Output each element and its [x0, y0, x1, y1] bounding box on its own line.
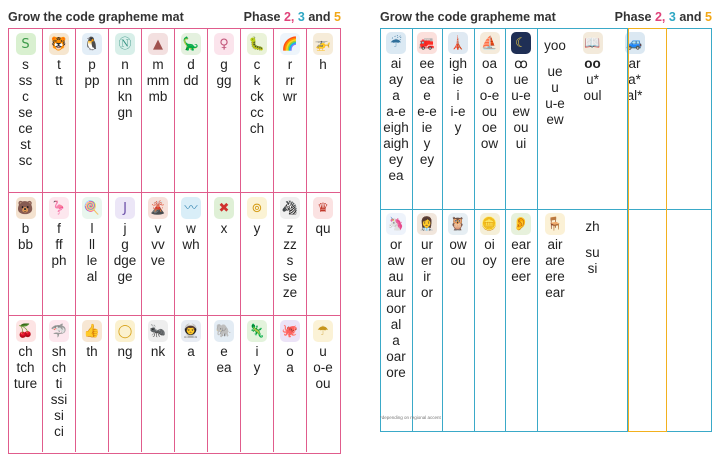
blank-icon — [545, 32, 565, 36]
grapheme-cell — [207, 193, 240, 315]
grapheme: n — [121, 57, 129, 72]
grapheme: i — [255, 344, 259, 359]
grapheme: oi — [484, 237, 495, 252]
grapheme: b — [21, 221, 30, 236]
grapheme: al — [390, 317, 402, 332]
grapheme: eigh — [383, 120, 409, 135]
grapheme: ge — [117, 269, 133, 284]
grapheme: t — [57, 57, 61, 72]
grapheme: u — [319, 344, 327, 359]
grapheme-cell — [174, 29, 207, 192]
column-divider — [505, 28, 506, 432]
grapheme: er — [420, 253, 433, 268]
grapheme-cell — [207, 316, 240, 452]
grapheme: g — [220, 57, 228, 72]
grapheme: ee — [419, 56, 435, 71]
octopus-icon: 🐙 — [280, 320, 300, 342]
fire-engine-icon: 🚒 — [417, 32, 437, 54]
grapheme-cell — [306, 193, 339, 315]
grapheme-cell — [75, 29, 108, 192]
grapheme: u — [551, 80, 559, 95]
grapheme-cell — [474, 28, 505, 209]
unicorn-icon: 🦄 — [386, 213, 406, 235]
grapheme: oor — [386, 301, 406, 316]
grapheme: ey — [388, 152, 404, 167]
grapheme: ey — [419, 152, 435, 167]
grapheme: ꝏ — [514, 56, 528, 71]
grapheme: ui — [515, 136, 527, 151]
grapheme: gn — [117, 105, 133, 120]
grapheme: c — [253, 57, 261, 72]
grapheme: ea — [419, 72, 435, 87]
grapheme: ew — [512, 104, 530, 119]
grapheme-cell — [42, 29, 75, 192]
left-grapheme-mat — [8, 6, 341, 454]
grapheme: ea — [388, 168, 404, 183]
grapheme: oar — [386, 349, 406, 364]
elephant-icon: 🐘 — [214, 320, 234, 342]
grapheme: l — [90, 221, 94, 236]
grapheme: ff — [55, 237, 63, 252]
boat-icon: ⛵ — [480, 32, 500, 54]
girl-icon: ♀ — [214, 33, 234, 55]
grapheme: s — [286, 253, 294, 268]
grapheme-cell — [207, 29, 240, 192]
grapheme: ture — [13, 376, 38, 391]
row-divider — [380, 209, 712, 210]
grapheme: air — [547, 237, 563, 252]
grapheme: ou — [513, 120, 529, 135]
grapheme: are — [545, 253, 565, 268]
right-mat-grid — [380, 28, 712, 432]
grapheme: r — [287, 57, 293, 72]
grapheme: y — [253, 221, 261, 236]
grapheme: se — [282, 269, 298, 284]
grapheme: a — [392, 88, 400, 103]
grapheme-cell — [505, 28, 537, 209]
grapheme: e — [423, 88, 431, 103]
left-mat-phase-label: Phase 2, 3 and 5 — [243, 10, 341, 24]
grapheme-cell — [573, 28, 612, 209]
grapheme: ea — [216, 360, 232, 375]
grapheme: kn — [117, 89, 133, 104]
grapheme-cell — [42, 316, 75, 452]
grapheme-cell — [108, 29, 141, 192]
grapheme: ere — [545, 269, 565, 284]
grapheme: u-e — [511, 88, 531, 103]
grapheme: z — [286, 221, 294, 236]
grapheme: ar — [628, 56, 641, 71]
left-mat-header — [8, 6, 341, 28]
grapheme: ur — [420, 237, 433, 252]
grapheme: o — [485, 72, 494, 87]
grapheme-cell — [306, 316, 339, 452]
grapheme: ss — [18, 73, 33, 88]
grapheme: ore — [386, 365, 406, 380]
grapheme: si — [54, 408, 64, 423]
zebra-icon: 🦓 — [280, 197, 300, 219]
grapheme: ch — [51, 360, 67, 375]
grapheme-cell — [75, 316, 108, 452]
grapheme: c — [22, 89, 29, 104]
grapheme: yoo — [544, 38, 566, 53]
grapheme: or — [420, 285, 433, 300]
grapheme: gg — [216, 73, 232, 88]
grapheme: aigh — [383, 136, 409, 151]
grapheme: o-e — [479, 88, 500, 103]
grapheme-cell — [306, 29, 339, 192]
snake-icon: S — [16, 33, 36, 55]
blank-icon — [583, 213, 603, 217]
right-mat-bottom-row — [380, 209, 712, 432]
grapheme: oe — [481, 120, 498, 135]
grapheme: ll — [89, 237, 95, 252]
grapheme-cell — [9, 29, 42, 192]
jellyfish-icon: J — [115, 197, 135, 219]
grapheme-cell — [573, 209, 612, 432]
grapheme: ie — [421, 120, 433, 135]
grapheme-cell — [612, 209, 657, 432]
grapheme: o — [286, 344, 294, 359]
grapheme: ze — [282, 285, 298, 300]
regional-accent-footnote: *depending on regional accent — [380, 415, 441, 420]
grapheme-cell — [141, 316, 174, 452]
grapheme-cell — [380, 209, 412, 432]
grapheme: mb — [148, 89, 168, 104]
grapheme-cell — [75, 193, 108, 315]
grapheme: tt — [55, 73, 63, 88]
grapheme: h — [319, 57, 327, 72]
cherries-icon: 🍒 — [16, 320, 36, 342]
grapheme: i-e — [450, 104, 466, 119]
grapheme: bb — [17, 237, 34, 252]
x-box-icon: ✖ — [214, 197, 234, 219]
grapheme: ph — [51, 253, 67, 268]
penguin-icon: 🐧 — [82, 33, 102, 55]
grapheme: ue — [513, 72, 529, 87]
grapheme: ay — [388, 72, 404, 87]
grapheme: aw — [387, 253, 405, 268]
grapheme: m — [152, 57, 164, 72]
grapheme: eer — [511, 269, 531, 284]
grapheme: oa — [481, 56, 498, 71]
grapheme-cell — [474, 209, 505, 432]
ear-icon: 👂 — [511, 213, 531, 235]
yoyo-icon: ⊚ — [247, 197, 267, 219]
column-divider — [537, 28, 538, 432]
thumbs-up-icon: 👍 — [82, 320, 102, 342]
ring-icon: ◯ — [115, 320, 135, 342]
left-mat-grid — [8, 28, 341, 454]
grapheme: y — [454, 120, 462, 135]
shark-icon: 🦈 — [49, 320, 69, 342]
astronaut-icon: 👨‍🚀 — [181, 320, 201, 342]
grapheme-cell — [273, 193, 306, 315]
grapheme: vv — [151, 237, 165, 252]
grapheme-cell — [412, 28, 442, 209]
right-grapheme-mat — [380, 6, 712, 416]
owl-icon: 🦉 — [448, 213, 468, 235]
grapheme: sc — [18, 153, 33, 168]
column-divider — [442, 28, 443, 432]
grapheme: ir — [423, 269, 431, 284]
column-divider — [474, 28, 475, 432]
grapheme: rr — [285, 73, 295, 88]
grapheme: ear — [511, 237, 531, 252]
grapheme: th — [86, 344, 98, 359]
grapheme: nn — [117, 73, 133, 88]
grapheme-cell — [380, 28, 412, 209]
grapheme: cc — [250, 105, 264, 120]
grapheme-row — [9, 29, 340, 192]
grapheme-cell — [141, 193, 174, 315]
helicopter-icon: 🚁 — [313, 33, 333, 55]
coins-icon: 🪙 — [480, 213, 500, 235]
grapheme: zh — [585, 219, 600, 234]
grapheme: s — [22, 57, 29, 72]
grapheme-row — [9, 192, 340, 315]
grapheme: ere — [511, 253, 531, 268]
grapheme: al — [86, 269, 98, 284]
grapheme: ear — [545, 285, 565, 300]
grapheme-cell — [9, 193, 42, 315]
grapheme-cell — [273, 316, 306, 452]
grapheme-cell — [42, 193, 75, 315]
chair-icon: 🪑 — [545, 213, 565, 235]
grapheme: al* — [626, 88, 643, 103]
grapheme: ow — [480, 136, 499, 151]
grapheme-cell — [412, 209, 442, 432]
right-mat-title: Grow the code grapheme mat — [380, 10, 556, 24]
grapheme: st — [20, 137, 31, 152]
grapheme: ue — [547, 64, 563, 79]
grapheme-cell — [108, 193, 141, 315]
right-mat-header — [380, 6, 712, 28]
grapheme-cell — [141, 29, 174, 192]
grapheme: a-e — [386, 104, 406, 119]
lollipop-icon: 🍭 — [82, 197, 102, 219]
grapheme: k — [253, 73, 261, 88]
grapheme: a — [286, 360, 294, 375]
grapheme: ou — [481, 104, 498, 119]
grapheme: ie — [452, 72, 464, 87]
grapheme: oy — [482, 253, 497, 268]
grapheme-cell — [505, 209, 537, 432]
grapheme-cell — [240, 29, 273, 192]
grapheme: mm — [146, 73, 170, 88]
left-mat-title: Grow the code grapheme mat — [8, 10, 184, 24]
grapheme-cell — [537, 28, 573, 209]
grapheme: e — [220, 344, 228, 359]
rain-icon: ☔ — [386, 32, 406, 54]
queen-icon: ♛ — [313, 197, 333, 219]
grapheme: oul — [583, 88, 602, 103]
grapheme: ssi — [50, 392, 68, 407]
mountain-icon: ▲ — [148, 33, 168, 55]
right-mat-phase-label: Phase 2, 3 and 5 — [614, 10, 712, 24]
grapheme: aur — [386, 285, 406, 300]
grapheme-cell — [537, 209, 573, 432]
lighthouse-icon: 🗼 — [448, 32, 468, 54]
grapheme-row — [9, 315, 340, 452]
waves-icon: 〰 — [181, 197, 201, 219]
dinosaur-icon: 🦕 — [181, 33, 201, 55]
rainbow-icon: 🌈 — [280, 33, 300, 55]
flamingo-icon: 🦩 — [49, 197, 69, 219]
grapheme: oo — [584, 56, 601, 71]
grapheme: ch — [18, 344, 33, 359]
ant-icon: 🐜 — [148, 320, 168, 342]
grapheme: p — [88, 57, 96, 72]
grapheme: u-e — [545, 96, 565, 111]
grapheme: v — [154, 221, 162, 236]
grapheme: a — [392, 333, 400, 348]
grapheme: u* — [586, 72, 599, 87]
grapheme: x — [220, 221, 228, 236]
grapheme: y — [253, 360, 261, 375]
grapheme: o-e — [313, 360, 333, 375]
grapheme: nk — [150, 344, 166, 359]
bear-icon: 🐻 — [16, 197, 36, 219]
net-icon: Ⓝ — [115, 33, 135, 55]
grapheme: ou — [315, 376, 331, 391]
caterpillar-icon: 🐛 — [247, 33, 267, 55]
iguana-icon: 🦎 — [247, 320, 267, 342]
right-mat-top-row — [380, 28, 712, 209]
grapheme: au — [388, 269, 404, 284]
grapheme-cell — [9, 316, 42, 452]
grapheme: wh — [182, 237, 200, 252]
grapheme: igh — [448, 56, 467, 71]
grapheme: a — [187, 344, 195, 359]
book-icon: 📖 — [583, 32, 603, 54]
grapheme: y — [423, 136, 431, 151]
grapheme: ng — [117, 344, 133, 359]
night-sky-icon: ☾ — [511, 32, 531, 54]
column-divider — [412, 28, 413, 432]
grapheme-cell — [108, 316, 141, 452]
grapheme-cell — [273, 29, 306, 192]
grapheme: ch — [249, 121, 265, 136]
grapheme: d — [187, 57, 195, 72]
grapheme: ou — [450, 253, 466, 268]
grapheme: le — [86, 253, 98, 268]
grapheme: ew — [546, 112, 564, 127]
grapheme: i — [456, 88, 460, 103]
grapheme: wr — [282, 89, 298, 104]
grapheme: tch — [16, 360, 35, 375]
grapheme: ti — [55, 376, 63, 391]
grapheme: dd — [183, 73, 199, 88]
grapheme: dge — [113, 253, 137, 268]
grapheme: su — [585, 245, 600, 260]
grapheme: ai — [390, 56, 402, 71]
grapheme: a* — [628, 72, 641, 87]
grapheme-cell — [442, 209, 474, 432]
grapheme-cell — [240, 193, 273, 315]
grapheme: or — [389, 237, 402, 252]
nurse-icon: 👩‍⚕️ — [417, 213, 437, 235]
grapheme: se — [18, 105, 33, 120]
grapheme: ci — [54, 424, 64, 439]
grapheme: ck — [250, 89, 264, 104]
grapheme: qu — [315, 221, 331, 236]
grapheme: zz — [283, 237, 297, 252]
grapheme: g — [121, 237, 129, 252]
grapheme-cell — [240, 316, 273, 452]
grapheme: ce — [18, 121, 33, 136]
grapheme: sh — [51, 344, 67, 359]
grapheme: f — [57, 221, 61, 236]
grapheme: pp — [84, 73, 100, 88]
grapheme-cell — [442, 28, 474, 209]
grapheme-cell — [612, 28, 657, 209]
grapheme: ve — [150, 253, 166, 268]
grapheme: ow — [449, 237, 467, 252]
grapheme: j — [123, 221, 127, 236]
umbrella-icon: ☂ — [313, 320, 333, 342]
grapheme-cell — [174, 193, 207, 315]
car-icon: 🚙 — [625, 32, 645, 54]
tiger-icon: 🐯 — [49, 33, 69, 55]
volcano-icon: 🌋 — [148, 197, 168, 219]
grapheme: w — [186, 221, 196, 236]
grapheme: si — [587, 261, 598, 276]
grapheme: e-e — [417, 104, 437, 119]
grapheme-cell — [174, 316, 207, 452]
